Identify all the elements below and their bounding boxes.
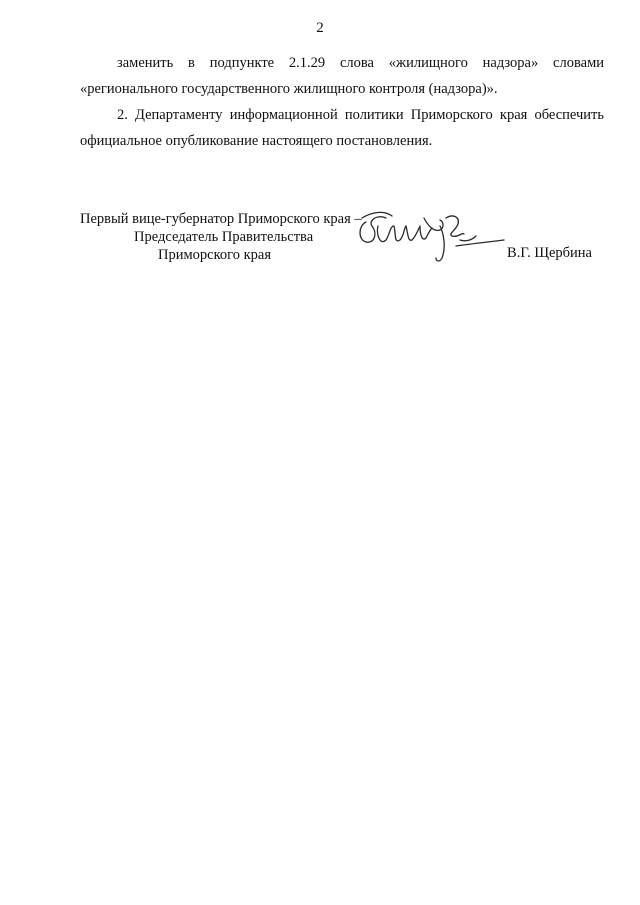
signatory-name: В.Г. Щербина — [507, 245, 592, 261]
handwritten-signature — [348, 204, 508, 272]
signatory-title-line-3: Приморского края — [158, 247, 272, 263]
signature-block — [80, 210, 604, 280]
signatory-title-line-1: Первый вице-губернатор Приморского края – — [80, 211, 362, 227]
paragraph-amendment: заменить в подпункте 2.1.29 слова «жилищного надзора» словами «регионального государственного жилищного контроля (надзора)». — [80, 55, 604, 97]
page-number: 2 — [316, 20, 324, 36]
signatory-title-line-2: Председатель Правительства — [134, 229, 314, 245]
paragraph-publication: 2. Департаменту информационной политики Приморского края обеспечить официальное опубликование настоящего постановления. — [80, 107, 604, 149]
document-body — [80, 50, 604, 154]
